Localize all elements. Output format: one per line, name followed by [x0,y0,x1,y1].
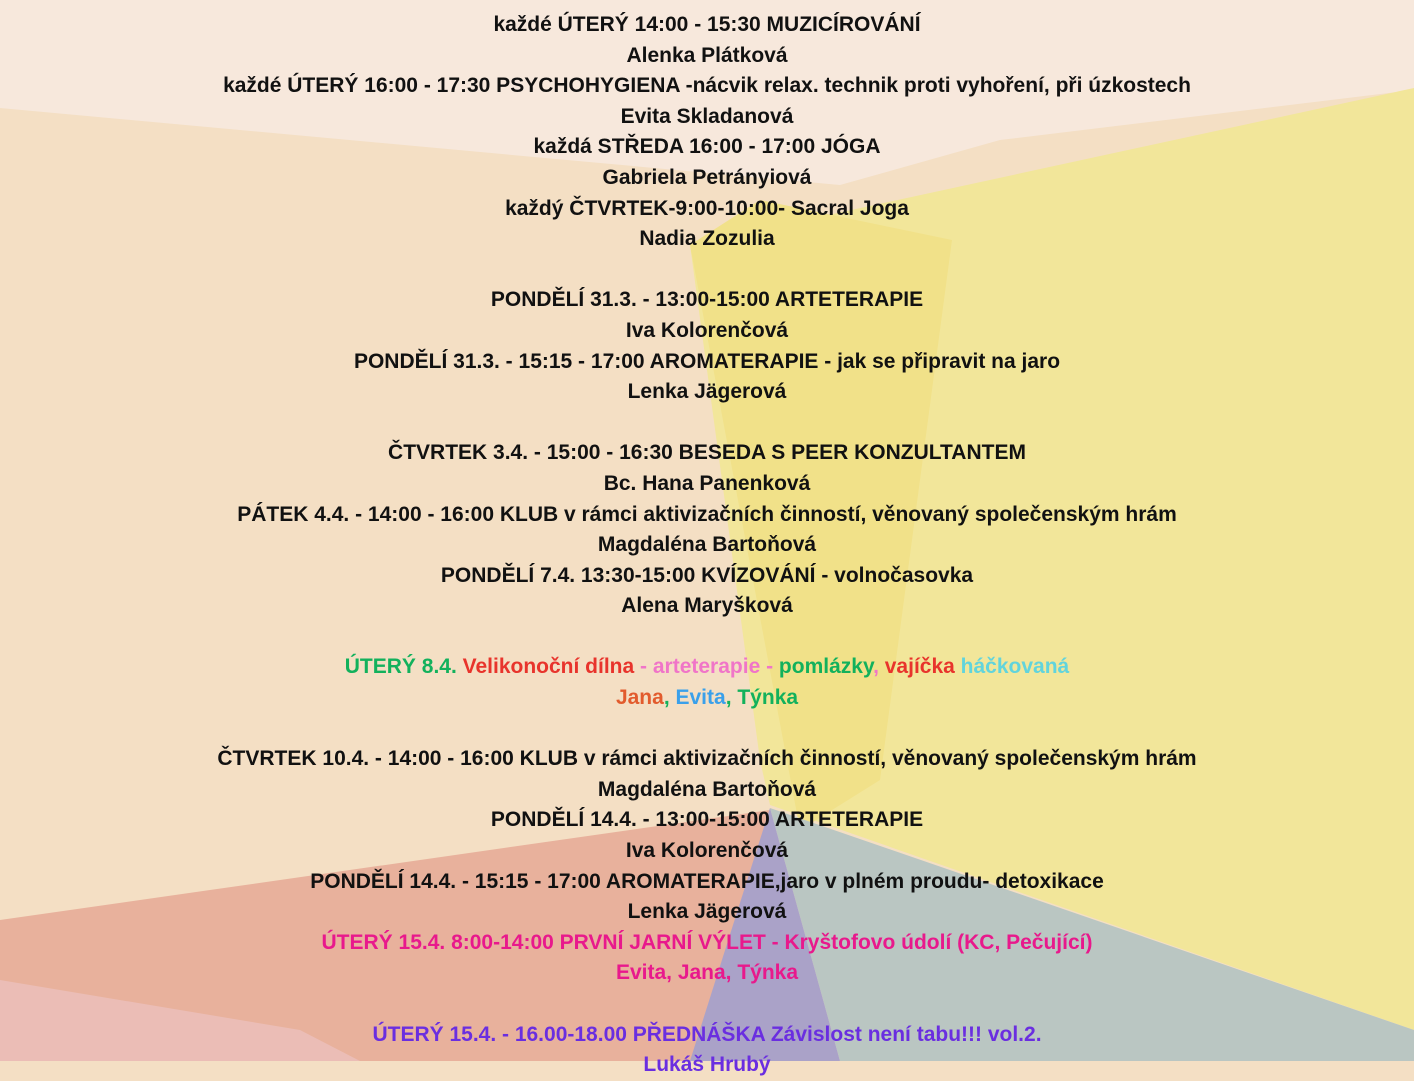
person-line: Nadia Zozulia [639,227,775,251]
easter-comma: , [663,686,676,710]
event-line: PONDĚLÍ 7.4. 13:30-15:00 KVÍZOVÁNÍ - volnočasovka [440,563,974,587]
schedule [0,10,1414,1081]
easter-comma: , [725,686,738,710]
event-line: PONDĚLÍ 31.3. - 13:00-15:00 ARTETERAPIE [490,288,924,312]
event-line: PÁTEK 4.4. - 14:00 - 16:00 KLUB v rámci aktivizačních činností, věnovaný společenským hrám [237,502,1177,526]
person-line: Iva Kolorenčová [625,318,789,342]
easter-name-evita: Evita [675,686,726,710]
easter-name-tynka: Týnka [737,686,799,710]
person-line: Magdaléna Bartoňová [597,533,817,557]
event-line: PONDĚLÍ 14.4. - 15:15 - 17:00 AROMATERAPIE,jaro v plném proudu- detoxikace [310,869,1104,893]
easter-person-line [0,683,1414,714]
easter-separator: - [634,655,653,679]
easter-title: Velikonoční dílna [462,655,635,679]
event-line: každé ÚTERÝ 14:00 - 15:30 MUZICÍROVÁNÍ [493,13,921,36]
easter-comma: , [873,655,885,679]
easter-name-jana: Jana [615,686,664,710]
event-line: každé ÚTERÝ 16:00 - 17:30 PSYCHOHYGIENA -nácvik relax. technik proti vyhoření, při úzkostech [223,74,1191,98]
person-line: Alenka Plátková [626,43,788,67]
easter-arteterapie: arteterapie - [652,655,779,679]
easter-vajicka: vajíčka [884,655,961,679]
easter-event-line [0,652,1414,683]
spacer [0,714,1414,745]
event-line: každá STŘEDA 16:00 - 17:00 JÓGA [533,135,881,159]
spacer [0,989,1414,1020]
person-line: Magdaléna Bartoňová [597,777,817,801]
event-line: ČTVRTEK 3.4. - 15:00 - 16:30 BESEDA S PEER KONZULTANTEM [388,441,1026,465]
person-line: Iva Kolorenčová [625,839,789,863]
lecture-person-line: Lukáš Hrubý [643,1053,771,1077]
event-line: PONDĚLÍ 31.3. - 15:15 - 17:00 AROMATERAPIE - jak se připravit na jaro [353,349,1061,373]
event-line: každý ČTVRTEK-9:00-10:00- Sacral Joga [505,196,909,220]
easter-pomlazky: pomlázky [778,655,874,679]
person-line: Evita Skladanová [620,104,794,128]
person-line: Lenka Jägerová [627,900,787,924]
lecture-event-line: ÚTERÝ 15.4. - 16.00-18.00 PŘEDNÁŠKA Závislost není tabu!!! vol.2. [372,1022,1042,1046]
trip-person-line: Evita, Jana, Týnka [615,961,799,985]
event-line: ČTVRTEK 10.4. - 14:00 - 16:00 KLUB v rámci aktivizačních činností, věnovaný společenským hrám [217,747,1197,771]
event-line: PONDĚLÍ 14.4. - 13:00-15:00 ARTETERAPIE [490,808,924,832]
person-line: Lenka Jägerová [627,380,787,404]
easter-day: ÚTERÝ 8.4. [344,655,463,679]
easter-hackovana: háčkovaná [960,655,1070,679]
person-line: Bc. Hana Panenková [603,471,811,495]
spacer [0,622,1414,653]
person-line: Alena Maryšková [621,594,793,618]
spacer [0,255,1414,286]
person-line: Gabriela Petrányiová [602,165,812,189]
spacer [0,408,1414,439]
trip-event-line: ÚTERÝ 15.4. 8:00-14:00 PRVNÍ JARNÍ VÝLET - Kryštofovo údolí (KC, Pečující) [321,930,1093,954]
